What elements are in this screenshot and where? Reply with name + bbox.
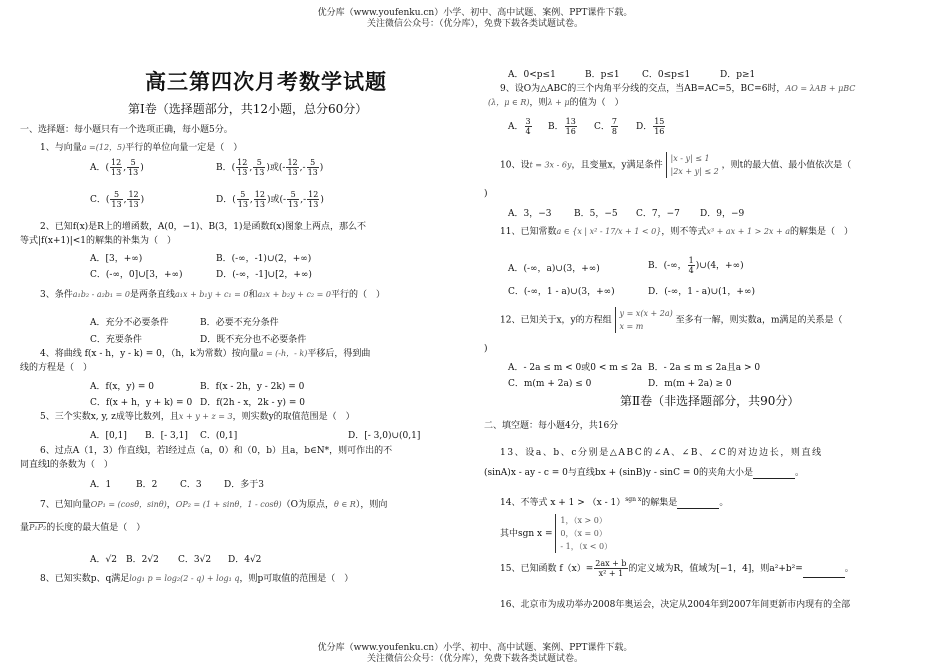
q13-answer-blank[interactable]: [753, 469, 795, 479]
q8-option-d[interactable]: D．p≥1: [720, 70, 756, 80]
q3-option-a[interactable]: A．充分不必要条件: [90, 318, 169, 328]
part2-heading: 第Ⅱ卷（非选择题部分，共90分）: [620, 394, 800, 408]
footer-line-1: 优分库（www.youfenku.cn）小学、初中、高中试题、案例、PPT课件下载。: [317, 643, 633, 653]
q7-option-d[interactable]: D．4√2: [228, 555, 262, 565]
q1-option-a[interactable]: A．( $\frac{12}{13}$ , $\frac{5}{13}$ ): [90, 158, 144, 177]
q10-option-c[interactable]: C．7，−7: [636, 209, 680, 219]
q4-text-1: 4、将曲线 f(x - h，y - k) = 0，（h，k为常数）按向量a = (-h，- k)平移后，得到曲: [40, 349, 371, 359]
q3-option-b[interactable]: B．必要不充分条件: [200, 318, 279, 328]
q2-text-2: 等式|f(x+1)|<1的解集的补集为（ ）: [20, 236, 177, 246]
q4-option-b[interactable]: B．f(x - 2h，y - 2k) = 0: [200, 382, 305, 392]
q3-option-d[interactable]: D．既不充分也不必要条件: [200, 335, 307, 345]
q14-sgn-cases: 1，（x > 0） 0，（x = 0） - 1，（x < 0）: [555, 514, 612, 553]
q11-option-a[interactable]: A．(-∞，a)∪(3，+∞): [508, 264, 600, 274]
footer-line-2: 关注微信公众号：（优分库），免费下载各类试题试卷。: [366, 654, 583, 664]
q9-option-d[interactable]: D． $\frac{15}{16}$: [636, 117, 665, 136]
q12-option-a[interactable]: A．- 2a ≤ m < 0或0 < m ≤ 2a: [508, 363, 643, 373]
q4-option-d[interactable]: D．f(2h - x，2k - y) = 0: [200, 398, 305, 408]
q10-option-a[interactable]: A．3，−3: [508, 209, 552, 219]
q7-text-2: 量P₁P₂的长度的最大值是（ ）: [20, 523, 146, 533]
q6-option-b[interactable]: B．2: [136, 480, 158, 490]
q9-text-1: 9、设O为△ABC的三个内角平分线的交点，当AB=AC=5，BC=6时，AO = λAB + μBC: [500, 84, 856, 94]
page-header: [0, 8, 950, 30]
q9-text-2: (λ，μ ∈ R)，则λ + μ的值为（ ）: [488, 98, 624, 108]
q11-option-b[interactable]: B．(-∞， $\frac{1}{4}$ )∪(4，+∞): [648, 256, 744, 275]
q6-option-d[interactable]: D．多于3: [224, 480, 264, 490]
q7-text-1: 7、已知向量OP₁ = (cosθ，sinθ)，OP₂ = (1 + sinθ，1 - cosθ)（O为原点，θ ∈ R），则向: [40, 500, 388, 510]
q7-option-a[interactable]: A．√2: [90, 555, 117, 565]
q11-stem: 11、已知常数a ∈ {x | x² - 17/x + 1 < 0}，则不等式x³ + ax + 1 > 2x + a的解集是（ ）: [500, 227, 854, 237]
q15-answer-blank[interactable]: [803, 568, 845, 578]
section1-heading: 一、选择题：每小题只有一个选项正确，每小题5分。: [20, 125, 233, 135]
q2-option-c[interactable]: C．(-∞，0]∪[3，+∞): [90, 270, 183, 280]
q14-text-2: 其中sgn x = 1，（x > 0） 0，（x = 0） - 1，（x < 0）: [500, 516, 613, 551]
q6-option-c[interactable]: C．3: [180, 480, 202, 490]
exam-title: 高三第四次月考数学试题: [145, 70, 387, 94]
q14-answer-blank[interactable]: [677, 499, 719, 509]
q4-option-c[interactable]: C．f(x + h，y + k) = 0: [90, 398, 193, 408]
q8-option-b[interactable]: B．p≤1: [585, 70, 620, 80]
q3-option-c[interactable]: C．充要条件: [90, 335, 142, 345]
q2-option-d[interactable]: D．(-∞，-1]∪[2，+∞): [216, 270, 312, 280]
q2-option-a[interactable]: A．[3，+∞): [90, 254, 143, 264]
q10-option-d[interactable]: D．9，−9: [700, 209, 745, 219]
q10-stem: 10、设t = 3x - 6y，且变量x，y满足条件 |x - y| ≤ 1 |2x + y| ≤ 2 ，则t的最大值、最小值依次是（: [500, 154, 852, 176]
q10-close: ): [484, 189, 488, 199]
q1-stem: 1、与向量a =(12，5)平行的单位向量一定是（ ）: [40, 143, 243, 153]
q11-option-d[interactable]: D．(-∞，1 - a)∪(1，+∞): [648, 287, 755, 297]
q1-option-b[interactable]: B．( $\frac{12}{13}$ , $\frac{5}{13}$ )或(- $\frac{12}{13}$ ,- $\frac{5}{13}$ ): [216, 158, 324, 177]
q14-text-1: 14、不等式 x + 1 > （x - 1）$^{sgn x}$的解集是 。: [500, 496, 729, 508]
q12-option-c[interactable]: C．m(m + 2a) ≤ 0: [508, 379, 592, 389]
q16-text: 16、北京市为成功举办2008年奥运会，决定从2004年到2007年间更新市内现有的全部: [500, 600, 851, 610]
q5-option-c[interactable]: C．(0,1]: [200, 431, 238, 441]
q2-option-b[interactable]: B．(-∞，-1)∪(2，+∞): [216, 254, 312, 264]
q6-text-2: 同直线l的条数为（ ）: [20, 460, 113, 470]
q5-option-b[interactable]: B．[- 3,1]: [145, 431, 188, 441]
q13-text-2: (sinA)x - ay - c = 0与直线bx + (sinB)y - sinC = 0的夹角大小是 。: [484, 468, 804, 478]
header-line-1: 优分库（www.youfenku.cn）小学、初中、高中试题、案例、PPT课件下载。: [317, 8, 633, 18]
q10-option-b[interactable]: B．5，−5: [574, 209, 618, 219]
q5-stem: 5、三个实数x, y, z成等比数列，且x + y + z = 3，则实数y的取值范围是（ ）: [40, 412, 355, 422]
q12-option-b[interactable]: B．- 2a ≤ m ≤ 2a且a > 0: [648, 363, 761, 373]
q8-option-c[interactable]: C．0≤p≤1: [642, 70, 691, 80]
q15-text: 15、已知函数 f（x）= $\frac{2ax + b}{\text{x² + 1}}$ 的定义域为R，值域为[−1，4]，则a²+b²= 。: [500, 559, 854, 578]
q6-text-1: 6、过点A（1，3）作直线l，若l经过点（a，0）和（0，b）且a，b∈N*，则可作出的不: [40, 446, 393, 456]
section2-heading: 二、填空题：每小题4分，共16分: [484, 421, 619, 431]
q9-option-c[interactable]: C． $\frac{7}{8}$: [594, 117, 617, 136]
q12-option-d[interactable]: D．m(m + 2a) ≥ 0: [648, 379, 732, 389]
q12-stem: 12、已知关于x，y的方程组 y = x(x + 2a) x = m 至多有一解，则实数a，m满足的关系是（: [500, 309, 843, 331]
q5-option-a[interactable]: A．[0,1]: [90, 431, 127, 441]
q4-text-2: 线的方程是（ ）: [20, 363, 93, 373]
header-line-2: 关注微信公众号：（优分库），免费下载各类试题试卷。: [366, 19, 583, 29]
q2-text-1: 2、已知f(x)是R上的增函数，A(0，−1)、B(3，1)是函数f(x)图象上两点，那么不: [40, 222, 366, 232]
q1-option-d[interactable]: D．( $\frac{5}{13}$ , $\frac{12}{13}$ )或(- $\frac{5}{13}$ ,- $\frac{12}{13}$ ): [216, 190, 324, 209]
q12-system: y = x(x + 2a) x = m: [615, 307, 673, 333]
q6-option-a[interactable]: A．1: [90, 480, 112, 490]
q3-stem: 3、条件a₁b₂ - a₂b₁ = 0是两条直线a₁x + b₁y + c₁ = 0和a₂x + b₂y + c₂ = 0平行的（ ）: [40, 290, 386, 300]
q8-option-a[interactable]: A．0<p≤1: [508, 70, 556, 80]
q7-option-c[interactable]: C．3√2: [178, 555, 212, 565]
q12-close: ): [484, 344, 488, 354]
q10-constraints: |x - y| ≤ 1 |2x + y| ≤ 2: [666, 152, 719, 178]
q7-option-b[interactable]: B．2√2: [126, 555, 159, 565]
q8-stem: 8、已知实数p、q满足log₁ p = log₂(2 - q) + log₁ q，则p可取值的范围是（ ）: [40, 574, 354, 584]
q1-option-c[interactable]: C．( $\frac{5}{13}$ , $\frac{12}{13}$ ): [90, 190, 145, 209]
part1-heading: 第Ⅰ卷（选择题部分，共12小题，总分60分）: [128, 102, 368, 116]
q4-option-a[interactable]: A．f(x，y) = 0: [90, 382, 155, 392]
q5-option-d[interactable]: D．[- 3,0)∪(0,1]: [348, 431, 421, 441]
page-footer: [0, 643, 950, 665]
q11-option-c[interactable]: C．(-∞，1 - a)∪(3，+∞): [508, 287, 615, 297]
q13-text-1: 13、设a、b、c分别是△ABC的∠A、∠B、∠C的对边边长，则直线: [500, 448, 823, 458]
q9-option-a[interactable]: A． $\frac{3}{4}$: [508, 117, 531, 136]
q9-option-b[interactable]: B． $\frac{13}{16}$: [548, 117, 576, 136]
